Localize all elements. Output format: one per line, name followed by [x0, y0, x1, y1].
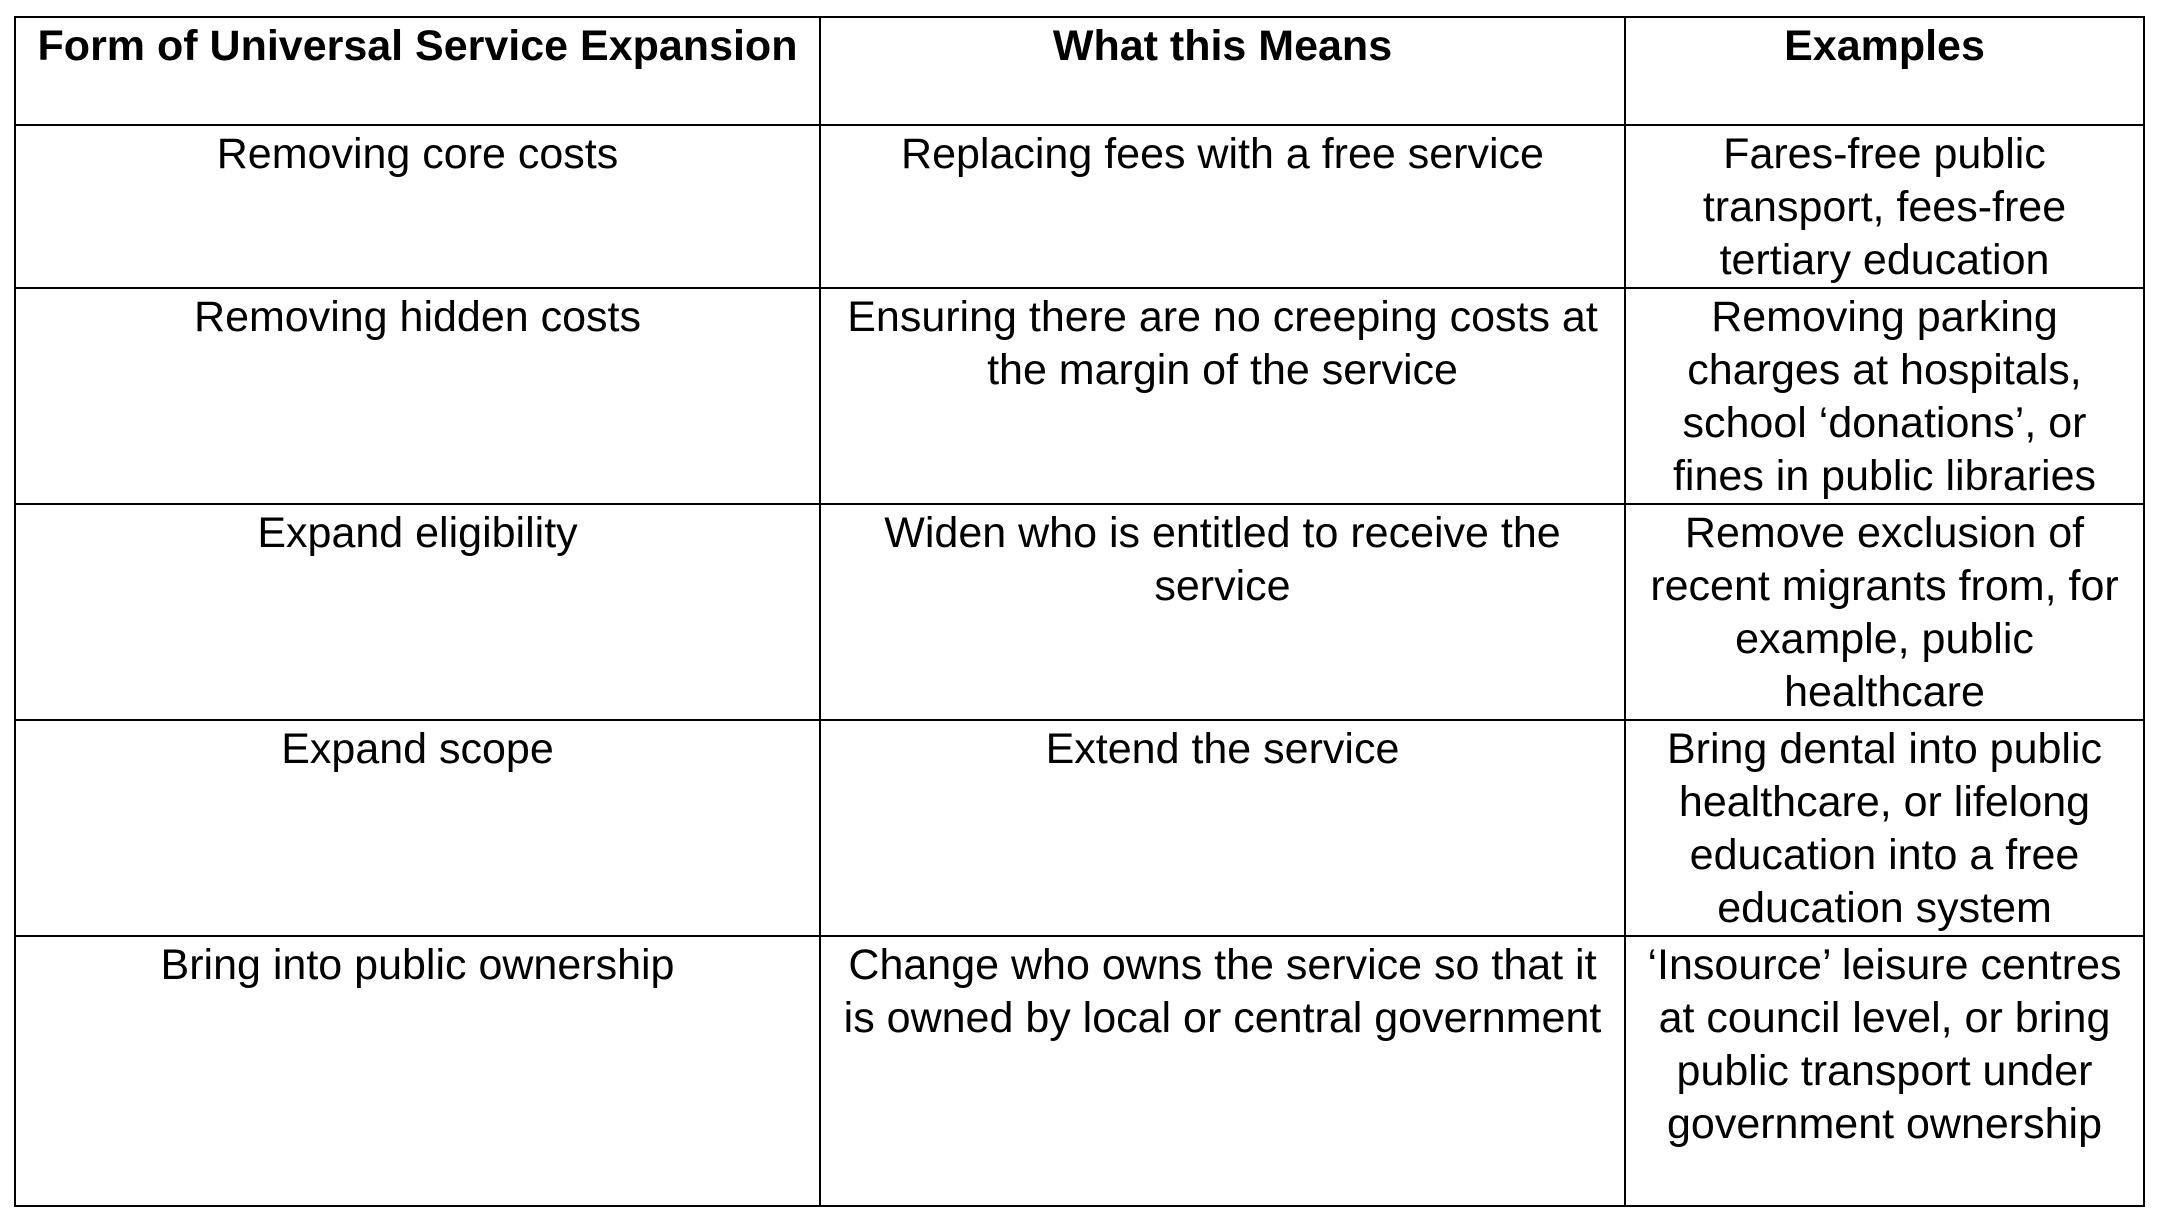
examples-cell: Bring dental into public healthcare, or lifelong education into a free education system	[1625, 720, 2144, 936]
table-row	[15, 288, 2144, 504]
form-cell: Bring into public ownership	[15, 936, 820, 1206]
meaning-cell: Change who owns the service so that it is owned by local or central government	[820, 936, 1625, 1206]
table-row	[15, 720, 2144, 936]
table-header-row	[15, 17, 2144, 125]
meaning-cell: Ensuring there are no creeping costs at the margin of the service	[820, 288, 1625, 504]
form-cell: Expand eligibility	[15, 504, 820, 720]
form-cell: Expand scope	[15, 720, 820, 936]
form-cell: Removing core costs	[15, 125, 820, 288]
examples-cell: Fares-free public transport, fees-free tertiary education	[1625, 125, 2144, 288]
meaning-cell: Widen who is entitled to receive the service	[820, 504, 1625, 720]
table-row	[15, 125, 2144, 288]
table-row	[15, 936, 2144, 1206]
meaning-cell: Replacing fees with a free service	[820, 125, 1625, 288]
universal-service-table	[14, 16, 2145, 1207]
column-header-form: Form of Universal Service Expansion	[15, 17, 820, 125]
examples-cell: Remove exclusion of recent migrants from, for example, public healthcare	[1625, 504, 2144, 720]
meaning-cell: Extend the service	[820, 720, 1625, 936]
column-header-meaning: What this Means	[820, 17, 1625, 125]
examples-cell: ‘Insource’ leisure centres at council level, or bring public transport under government ownership	[1625, 936, 2144, 1206]
form-cell: Removing hidden costs	[15, 288, 820, 504]
table-row	[15, 504, 2144, 720]
column-header-examples: Examples	[1625, 17, 2144, 125]
examples-cell: Removing parking charges at hospitals, school ‘donations’, or fines in public libraries	[1625, 288, 2144, 504]
